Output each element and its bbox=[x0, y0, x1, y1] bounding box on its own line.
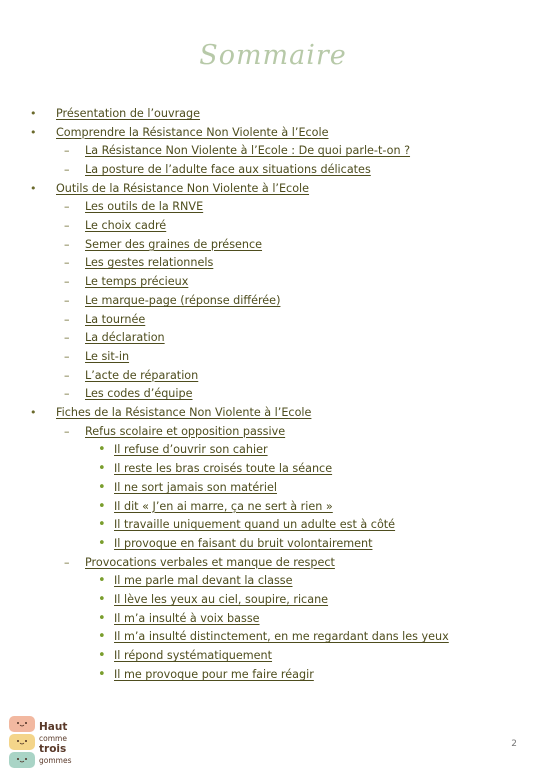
toc-item-level-2 bbox=[64, 272, 188, 291]
toc-item-level-3 bbox=[98, 515, 395, 534]
dash-icon: – bbox=[64, 256, 70, 270]
toc-link[interactable]: Le marque-page (réponse différée) bbox=[85, 293, 281, 307]
toc-link[interactable]: Présentation de l’ouvrage bbox=[56, 106, 201, 120]
dash-icon: – bbox=[64, 219, 70, 233]
toc-link[interactable]: La Résistance Non Violente à l’Ecole : De quoi parle-t-on ? bbox=[85, 144, 411, 158]
toc-link[interactable]: Il dit « J’en ai marre, ça ne sert à rien » bbox=[114, 499, 333, 513]
toc-link[interactable]: Il travaille uniquement quand un adulte est à côté bbox=[114, 518, 396, 532]
bullet-icon: • bbox=[98, 592, 106, 608]
bullet-icon: • bbox=[98, 461, 106, 477]
toc-item-level-2 bbox=[64, 216, 166, 235]
toc-item-level-3 bbox=[98, 628, 449, 647]
dash-icon: – bbox=[64, 555, 70, 569]
toc-item-level-1 bbox=[30, 104, 200, 123]
toc-item-level-2 bbox=[64, 553, 335, 572]
bullet-icon: • bbox=[30, 406, 37, 420]
toc-item-level-2 bbox=[64, 347, 129, 366]
toc-link[interactable]: L’acte de réparation bbox=[85, 368, 199, 382]
toc-link[interactable]: Les outils de la RNVE bbox=[85, 200, 204, 214]
toc-item-level-3 bbox=[98, 534, 372, 553]
toc-link[interactable]: Outils de la Résistance Non Violente à l’Ecole bbox=[56, 181, 310, 195]
toc-item-level-3 bbox=[98, 590, 328, 609]
toc-item-level-2 bbox=[64, 235, 262, 254]
toc-link[interactable]: La déclaration bbox=[85, 331, 165, 345]
toc-link[interactable]: Il lève les yeux au ciel, soupire, ricane bbox=[114, 593, 329, 607]
dash-icon: – bbox=[64, 424, 70, 438]
bullet-icon: • bbox=[98, 517, 106, 533]
toc-item-level-2 bbox=[64, 422, 285, 441]
bullet-icon: • bbox=[98, 442, 106, 458]
toc-link[interactable]: Il me provoque pour me faire réagir bbox=[114, 667, 314, 681]
dash-icon: – bbox=[64, 144, 70, 158]
dash-icon: – bbox=[64, 237, 70, 251]
dash-icon: – bbox=[64, 312, 70, 326]
toc-link[interactable]: Comprendre la Résistance Non Violente à l’Ecole bbox=[56, 125, 329, 139]
toc-link[interactable]: La posture de l’adulte face aux situations délicates bbox=[85, 162, 371, 176]
toc-link[interactable]: Provocations verbales et manque de respect bbox=[85, 555, 335, 569]
logo-line-2: comme bbox=[39, 734, 67, 743]
dash-icon: – bbox=[64, 331, 70, 345]
toc-link[interactable]: Il me parle mal devant la classe bbox=[114, 574, 293, 588]
toc-item-level-2 bbox=[64, 328, 165, 347]
toc-item-level-1 bbox=[30, 179, 309, 198]
toc-item-level-2 bbox=[64, 310, 145, 329]
toc-link[interactable]: Le temps précieux bbox=[85, 275, 189, 289]
bullet-icon: • bbox=[98, 479, 106, 495]
toc-item-level-3 bbox=[98, 441, 268, 460]
eraser-stack-icon bbox=[9, 716, 35, 768]
logo-line-4: gommes bbox=[39, 756, 72, 765]
bullet-icon: • bbox=[98, 666, 106, 682]
logo-wordmark bbox=[39, 722, 71, 766]
toc-link[interactable]: La tournée bbox=[85, 312, 146, 326]
dash-icon: – bbox=[64, 387, 70, 401]
toc-link[interactable]: Il ne sort jamais son matériel bbox=[114, 480, 277, 494]
dash-icon: – bbox=[64, 349, 70, 363]
dash-icon: – bbox=[64, 162, 70, 176]
toc-item-level-3 bbox=[98, 572, 293, 591]
page-title: Sommaire bbox=[199, 40, 347, 71]
toc-item-level-2 bbox=[64, 198, 203, 217]
bullet-icon: • bbox=[98, 648, 106, 664]
toc-link[interactable]: Le sit-in bbox=[85, 349, 130, 363]
toc-link[interactable]: Les gestes relationnels bbox=[85, 256, 214, 270]
toc-link[interactable]: Fiches de la Résistance Non Violente à l’Ecole bbox=[56, 406, 312, 420]
bullet-icon: • bbox=[98, 629, 106, 645]
toc-item-level-3 bbox=[98, 459, 332, 478]
toc-item-level-2 bbox=[64, 366, 198, 385]
brand-logo bbox=[9, 716, 73, 768]
toc-link[interactable]: Il reste les bras croisés toute la séance bbox=[114, 462, 333, 476]
logo-line-3: trois bbox=[39, 743, 67, 755]
toc-link[interactable]: Il répond systématiquement bbox=[114, 649, 273, 663]
toc-item-level-2 bbox=[64, 141, 410, 160]
toc-link[interactable]: Semer des graines de présence bbox=[85, 237, 263, 251]
dash-icon: – bbox=[64, 293, 70, 307]
toc-item-level-2 bbox=[64, 254, 213, 273]
toc-link[interactable]: Il m’a insulté à voix basse bbox=[114, 611, 260, 625]
toc-item-level-3 bbox=[98, 646, 272, 665]
toc-item-level-2 bbox=[64, 291, 280, 310]
bullet-icon: • bbox=[98, 573, 106, 589]
dash-icon: – bbox=[64, 368, 70, 382]
dash-icon: – bbox=[64, 200, 70, 214]
toc-item-level-3 bbox=[98, 609, 260, 628]
page-number: 2 bbox=[511, 739, 517, 749]
toc-item-level-1 bbox=[30, 403, 311, 422]
dash-icon: – bbox=[64, 275, 70, 289]
toc-link[interactable]: Les codes d’équipe bbox=[85, 387, 193, 401]
toc-item-level-2 bbox=[64, 160, 371, 179]
toc-link[interactable]: Il provoque en faisant du bruit volontairement bbox=[114, 536, 373, 550]
bullet-icon: • bbox=[30, 181, 37, 195]
toc-link[interactable]: Le choix cadré bbox=[85, 219, 167, 233]
bullet-icon: • bbox=[30, 106, 37, 120]
toc-link[interactable]: Il m’a insulté distinctement, en me regardant dans les yeux bbox=[114, 630, 449, 644]
toc-item-level-1 bbox=[30, 123, 329, 142]
bullet-icon: • bbox=[98, 535, 106, 551]
logo-line-1: Haut bbox=[39, 721, 68, 733]
toc-item-level-2 bbox=[64, 385, 193, 404]
toc-item-level-3 bbox=[98, 497, 333, 516]
bullet-icon: • bbox=[30, 125, 37, 139]
toc-link[interactable]: Refus scolaire et opposition passive bbox=[85, 424, 286, 438]
bullet-icon: • bbox=[98, 610, 106, 626]
toc-item-level-3 bbox=[98, 478, 277, 497]
toc-link[interactable]: Il refuse d’ouvrir son cahier bbox=[114, 443, 268, 457]
bullet-icon: • bbox=[98, 498, 106, 514]
toc-item-level-3 bbox=[98, 665, 314, 684]
